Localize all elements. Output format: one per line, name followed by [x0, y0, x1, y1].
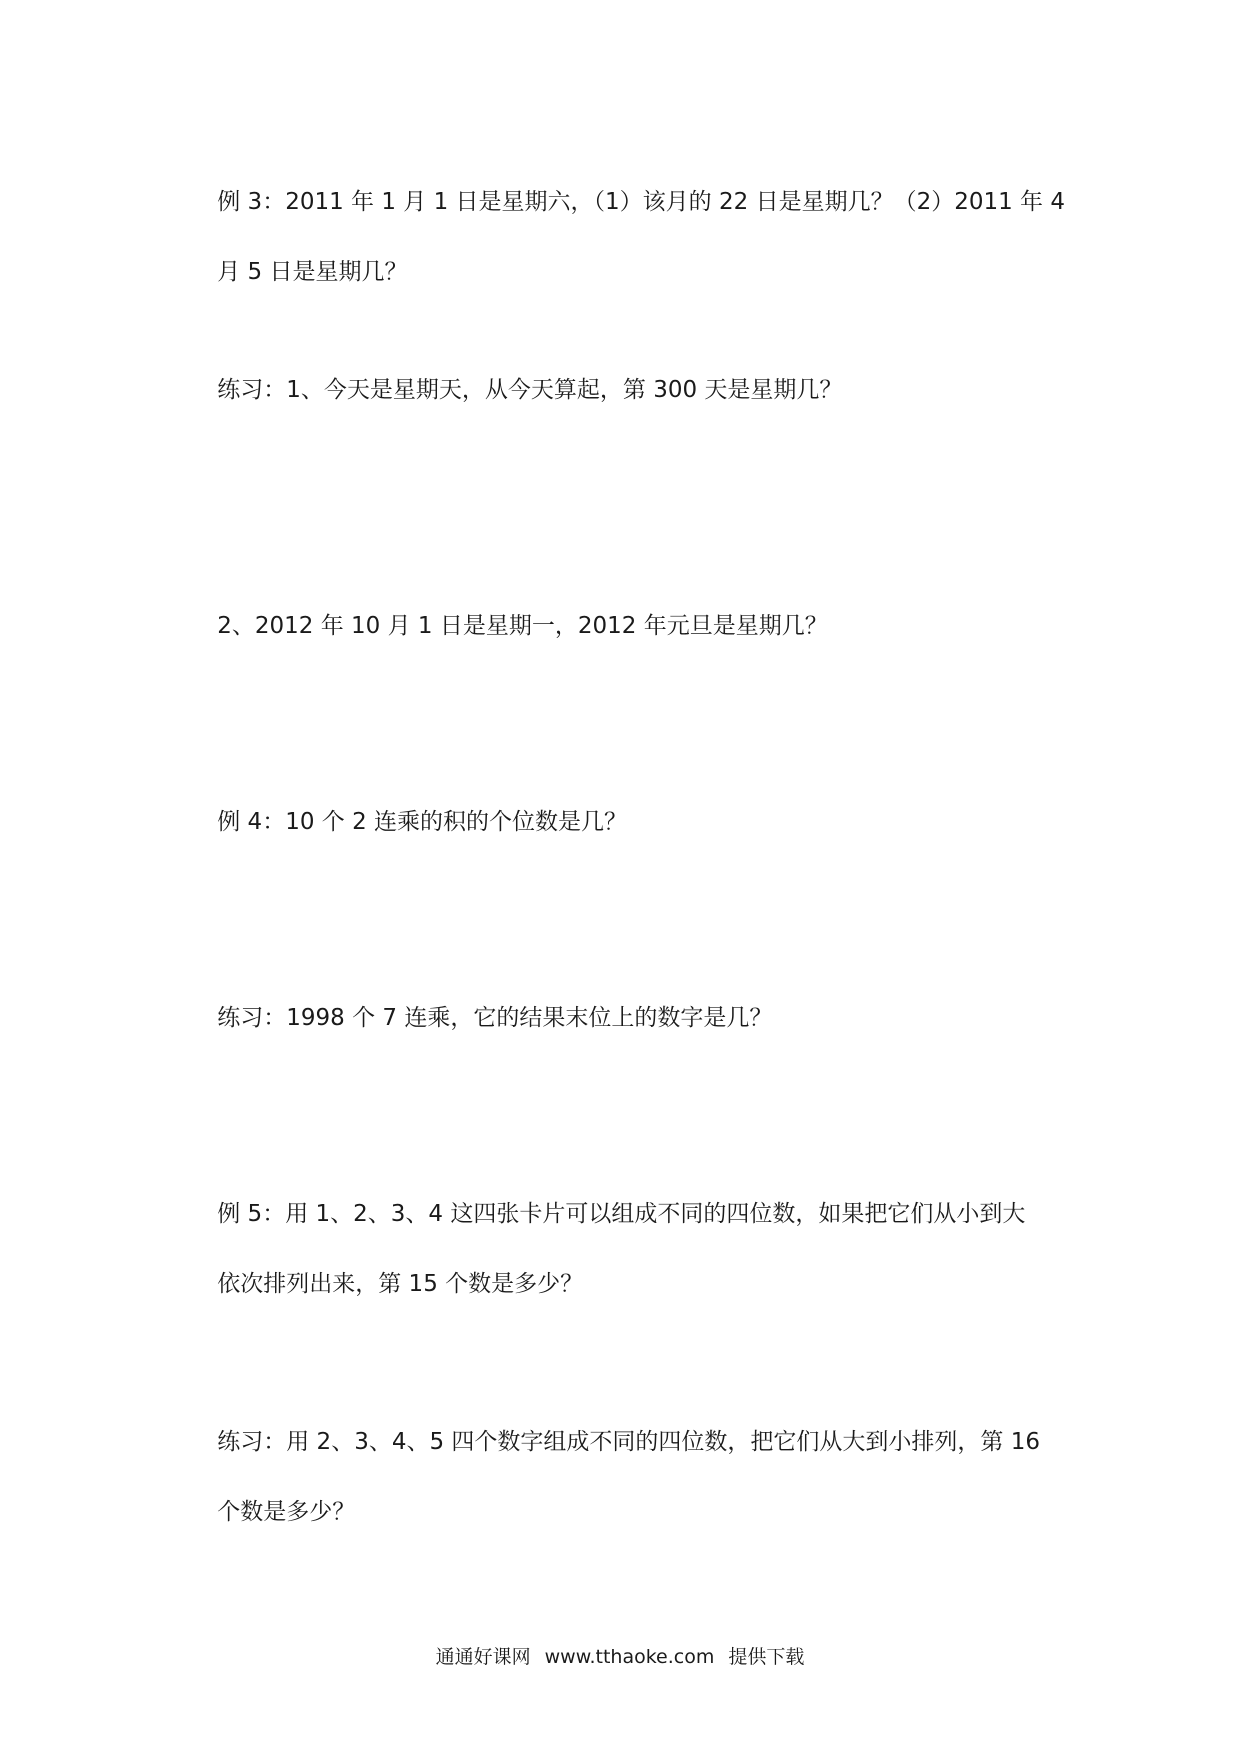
- example-5-line-2: 依次排列出来，第 15 个数是多少？: [217, 1271, 584, 1297]
- practice-3-1-text: [188, 338, 1068, 443]
- footer-suffix: 提供下载: [728, 1646, 805, 1668]
- example-5-line-1: 例 5：用 1、2、3、4 这四张卡片可以组成不同的四位数，如果把它们从小到大: [217, 1201, 1026, 1227]
- example-3-line-1: 例 3：2011 年 1 月 1 日是星期六，（1）该月的 22 日是星期几？（2）2011 年 4: [217, 189, 1065, 215]
- practice-5-line-2: 个数是多少？: [217, 1499, 356, 1525]
- practice-3-2-text: [188, 574, 1068, 679]
- footer-site-name: 通通好课网: [435, 1646, 531, 1668]
- example-4-text: [188, 770, 1068, 875]
- example-5-text: [188, 1162, 1068, 1337]
- practice-5-line-1: 练习：用 2、3、4、5 四个数字组成不同的四位数，把它们从大到小排列，第 16: [217, 1429, 1040, 1455]
- page-footer: [0, 1644, 1240, 1670]
- practice-3-1-line-1: 练习：1、今天是星期天，从今天算起，第 300 天是星期几？: [217, 377, 843, 403]
- practice-3-2-line-1: 2、2012 年 10 月 1 日是星期一，2012 年元旦是星期几？: [217, 613, 828, 639]
- practice-5-text: [188, 1390, 1068, 1565]
- practice-4-line-1: 练习：1998 个 7 连乘，它的结果末位上的数字是几？: [217, 1005, 773, 1031]
- practice-4-text: [188, 966, 1068, 1071]
- example-3-line-2: 月 5 日是星期几？: [217, 259, 408, 285]
- example-3-text: [188, 150, 1068, 325]
- footer-url: www.tthaoke.com: [544, 1646, 715, 1668]
- example-4-line-1: 例 4：10 个 2 连乘的积的个位数是几？: [217, 809, 628, 835]
